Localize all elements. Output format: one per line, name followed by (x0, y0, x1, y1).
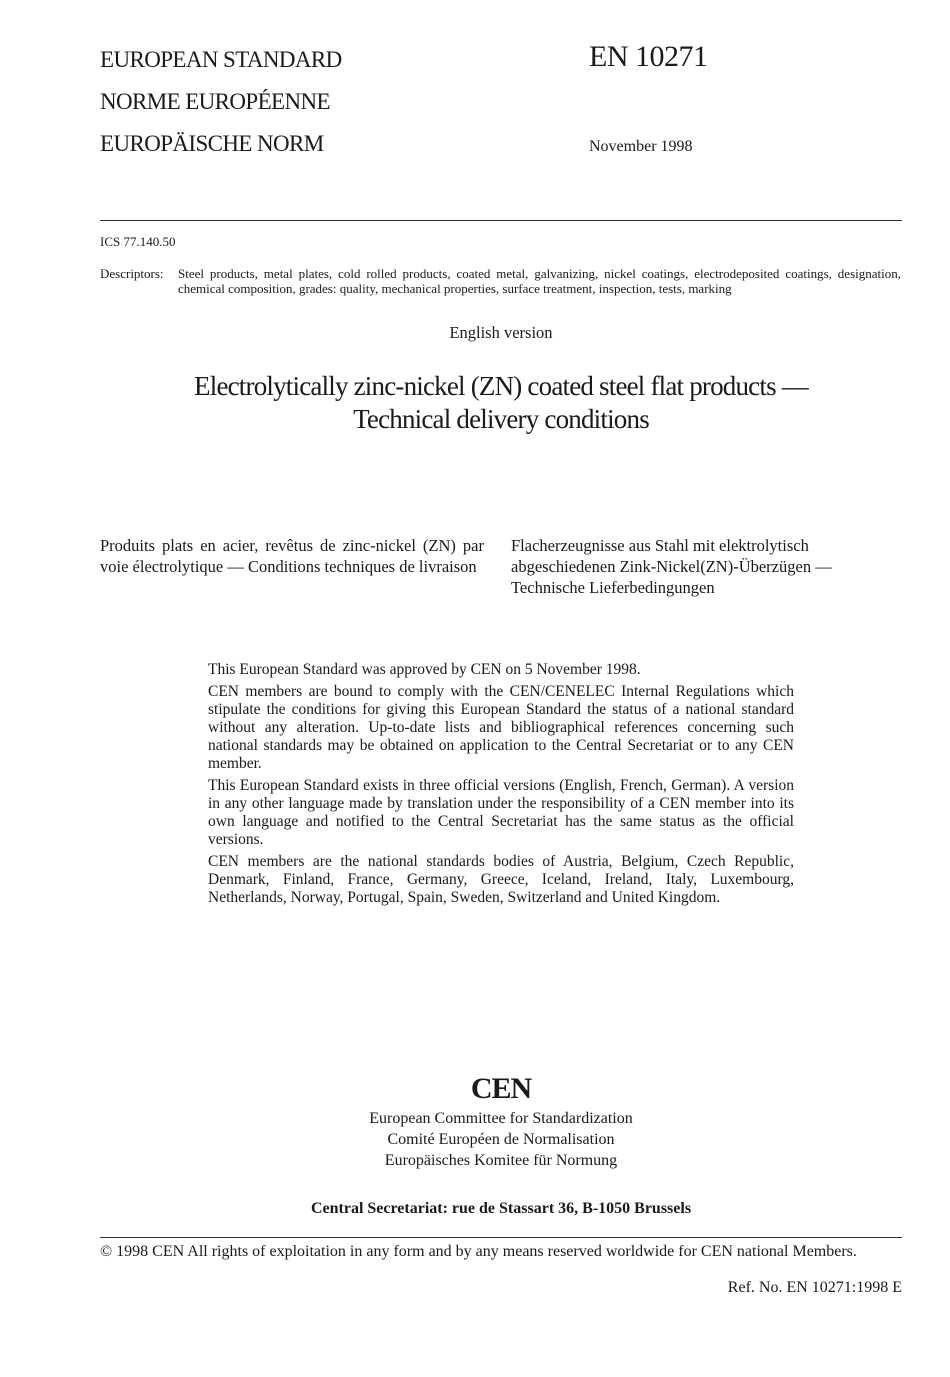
members-paragraph: CEN members are the national standards bodies of Austria, Belgium, Czech Republic, Denmark, Finland, France, Germany, Greece, Iceland, Ireland, Italy, Luxembourg, Netherlands, Norway, Portugal, Spain, Sweden, Switzerland and United Kingdom. (208, 853, 794, 906)
title-german: Flacherzeugnisse aus Stahl mit elektrolytisch abgeschiedenen Zink-Nickel(ZN)-Überzügen — Technische Lieferbedingungen (511, 536, 832, 597)
cen-name-german: Europäisches Komitee für Normung (384, 1152, 618, 1169)
approval-paragraph: This European Standard was approved by CEN on 5 November 1998. (208, 661, 641, 678)
cen-name-french: Comité Européen de Normalisation (387, 1131, 615, 1148)
header-line-english: EUROPEAN STANDARD (100, 47, 342, 72)
cen-logo: CEN (470, 1072, 532, 1105)
title-french: Produits plats en acier, revêtus de zinc-nickel (ZN) par voie électrolytique — Conditions techniques de livraison (100, 536, 484, 576)
compliance-paragraph: CEN members are bound to comply with the CEN/CENELEC Internal Regulations which stipulate the conditions for giving this European Standard the status of a national standard without any alteration. Up-to-date lists and bibliographical references concerning such national standards may be obtained on application to the Central Secretariat or to any CEN member. (208, 683, 794, 772)
publication-date: November 1998 (589, 138, 693, 155)
versions-paragraph: This European Standard exists in three official versions (English, French, German). A version in any other language made by translation under the responsibility of a CEN member into its own language and notified to the Central Secretariat has the same status as the official versions. (208, 777, 794, 848)
central-secretariat-address: Central Secretariat: rue de Stassart 36, B-1050 Brussels (310, 1200, 692, 1217)
descriptors-label: Descriptors: (100, 266, 164, 281)
standard-number: EN 10271 (589, 40, 708, 73)
title-line-2: Technical delivery conditions (353, 404, 649, 434)
document-title (100, 370, 902, 436)
version-label: English version (449, 323, 553, 342)
header-line-german: EUROPÄISCHE NORM (100, 131, 324, 156)
header-line-french: NORME EUROPÉENNE (100, 89, 330, 114)
reference-number: Ref. No. EN 10271:1998 E (727, 1279, 902, 1296)
copyright-notice: © 1998 CEN All rights of exploitation in any form and by any means reserved worldwide for CEN national Members. (100, 1243, 857, 1260)
footer-divider (100, 1237, 902, 1238)
ics-code: ICS 77.140.50 (100, 234, 176, 249)
approval-text-block (208, 661, 794, 911)
cen-name-english: European Committee for Standardization (369, 1110, 633, 1127)
title-line-1: Electrolytically zinc-nickel (ZN) coated steel flat products — (194, 371, 808, 401)
header-divider (100, 220, 902, 221)
descriptors-text: Steel products, metal plates, cold rolled products, coated metal, galvanizing, nickel coatings, electrodeposited coatings, designation, chemical composition, grades: quality, mechanical properties, surface treatment, inspection, tests, marking (178, 266, 901, 296)
